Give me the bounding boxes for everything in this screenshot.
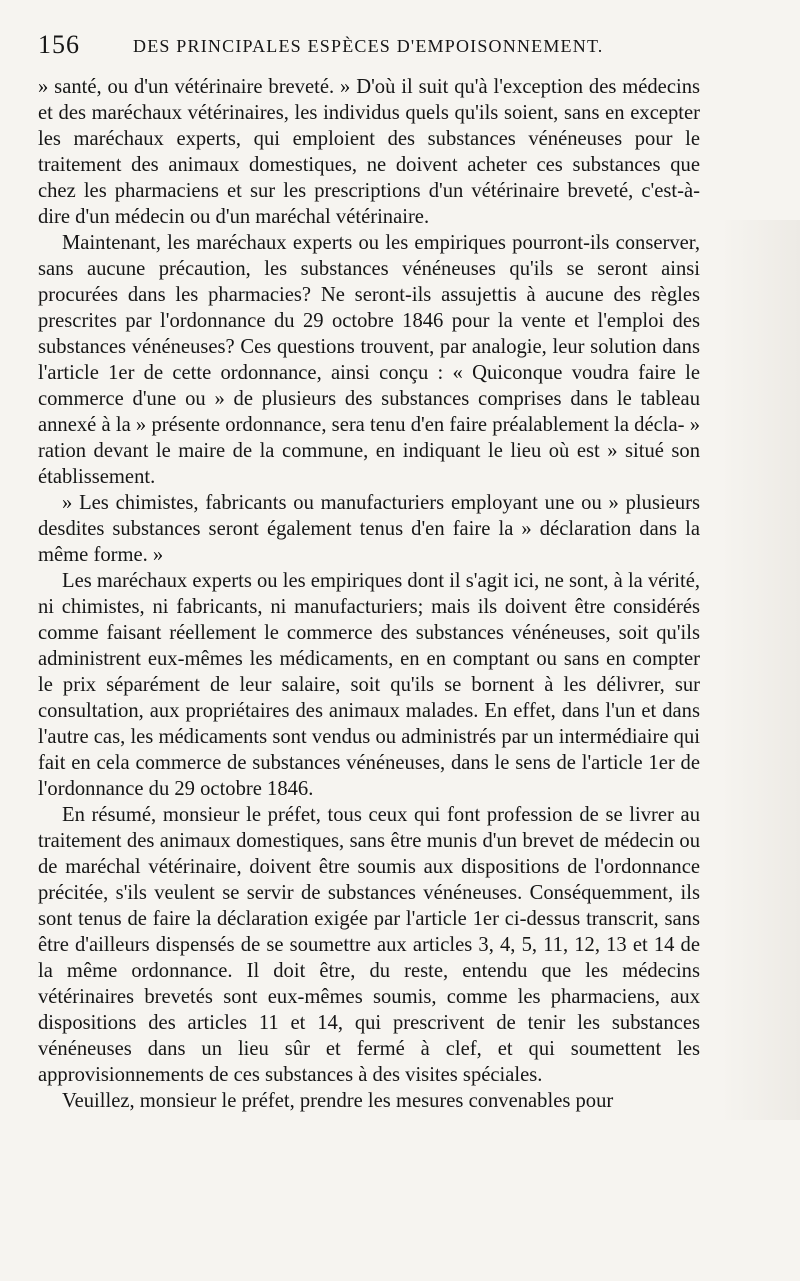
paragraph-5: En résumé, monsieur le préfet, tous ceux qui font profession de se livrer au traitement des animaux domestiques, sans être munis d'un brevet de médecin ou de maréchal vétérinaire, doivent être soumis aux dispositions de l'ordonnance précitée, s'ils veulent se servir de substances vénéneuses. Conséquemment, ils sont tenus de faire la déclaration exigée par l'article 1er ci-dessus transcrit, sans être d'ailleurs dispensés de se soumettre aux articles 3, 4, 5, 11, 12, 13 et 14 de la même ordonnance. Il doit être, du reste, entendu que les médecins vétérinaires brevetés sont eux-mêmes soumis, comme les pharmaciens, aux dispositions des articles 11 et 14, qui prescrivent de tenir les substances vénéneuses dans un lieu sûr et fermé à clef, et qui soumettent les approvisionnements de ces substances à des visites spéciales. <box>38 804 700 1086</box>
running-header <box>38 30 738 66</box>
paragraph-3: » Les chimistes, fabricants ou manufacturiers employant une ou » plusieurs desdites substances seront également tenus d'en faire la » déclaration dans la même forme. » <box>38 492 700 566</box>
paragraph-1: » santé, ou d'un vétérinaire breveté. » D'où il suit qu'à l'exception des médecins et des maréchaux vétérinaires, les individus quels qu'ils soient, sans en excepter les maréchaux experts, qui emploient des substances vénéneuses pour le traitement des animaux domestiques, ne doivent acheter ces substances que chez les pharmaciens et sur les prescriptions d'un vétérinaire breveté, c'est-à-dire d'un médecin ou d'un maréchal vétérinaire. <box>38 76 700 228</box>
paragraph-2: Maintenant, les maréchaux experts ou les empiriques pourront-ils conserver, sans aucune précaution, les substances vénéneuses qu'ils se seront ainsi procurées dans les pharmacies? Ne seront-ils assujettis à aucune des règles prescrites par l'ordonnance du 29 octobre 1846 pour la vente et l'emploi des substances vénéneuses? Ces questions trouvent, par analogie, leur solution dans l'article 1er de cette ordonnance, ainsi conçu : « Quiconque voudra faire le commerce d'une ou » de plusieurs des substances comprises dans le tableau annexé à la » présente ordonnance, sera tenu d'en faire préalablement la décla- » ration devant le maire de la commune, en indiquant le lieu où est » situé son établissement. <box>38 232 700 488</box>
body-text <box>38 74 700 1114</box>
page-number: 156 <box>38 30 80 59</box>
page-edge-shadow <box>720 220 800 1120</box>
paragraph-6: Veuillez, monsieur le préfet, prendre les mesures convenables pour <box>62 1090 614 1112</box>
paragraph-4: Les maréchaux experts ou les empiriques dont il s'agit ici, ne sont, à la vérité, ni chimistes, ni fabricants, ni manufacturiers; mais ils doivent être considérés comme faisant réellement le commerce des substances vénéneuses, soit qu'ils administrent eux-mêmes les médicaments, en en comptant ou sans en compter le prix séparément de leur salaire, soit qu'ils se bornent à les délivrer, sur consultation, aux propriétaires des animaux malades. En effet, dans l'un et dans l'autre cas, les médicaments sont vendus ou administrés par un intermédiaire qui fait en cela commerce de substances vénéneuses, dans le sens de l'article 1er de l'ordonnance du 29 octobre 1846. <box>38 570 700 800</box>
running-title: DES PRINCIPALES ESPÈCES D'EMPOISONNEMENT. <box>133 36 604 56</box>
